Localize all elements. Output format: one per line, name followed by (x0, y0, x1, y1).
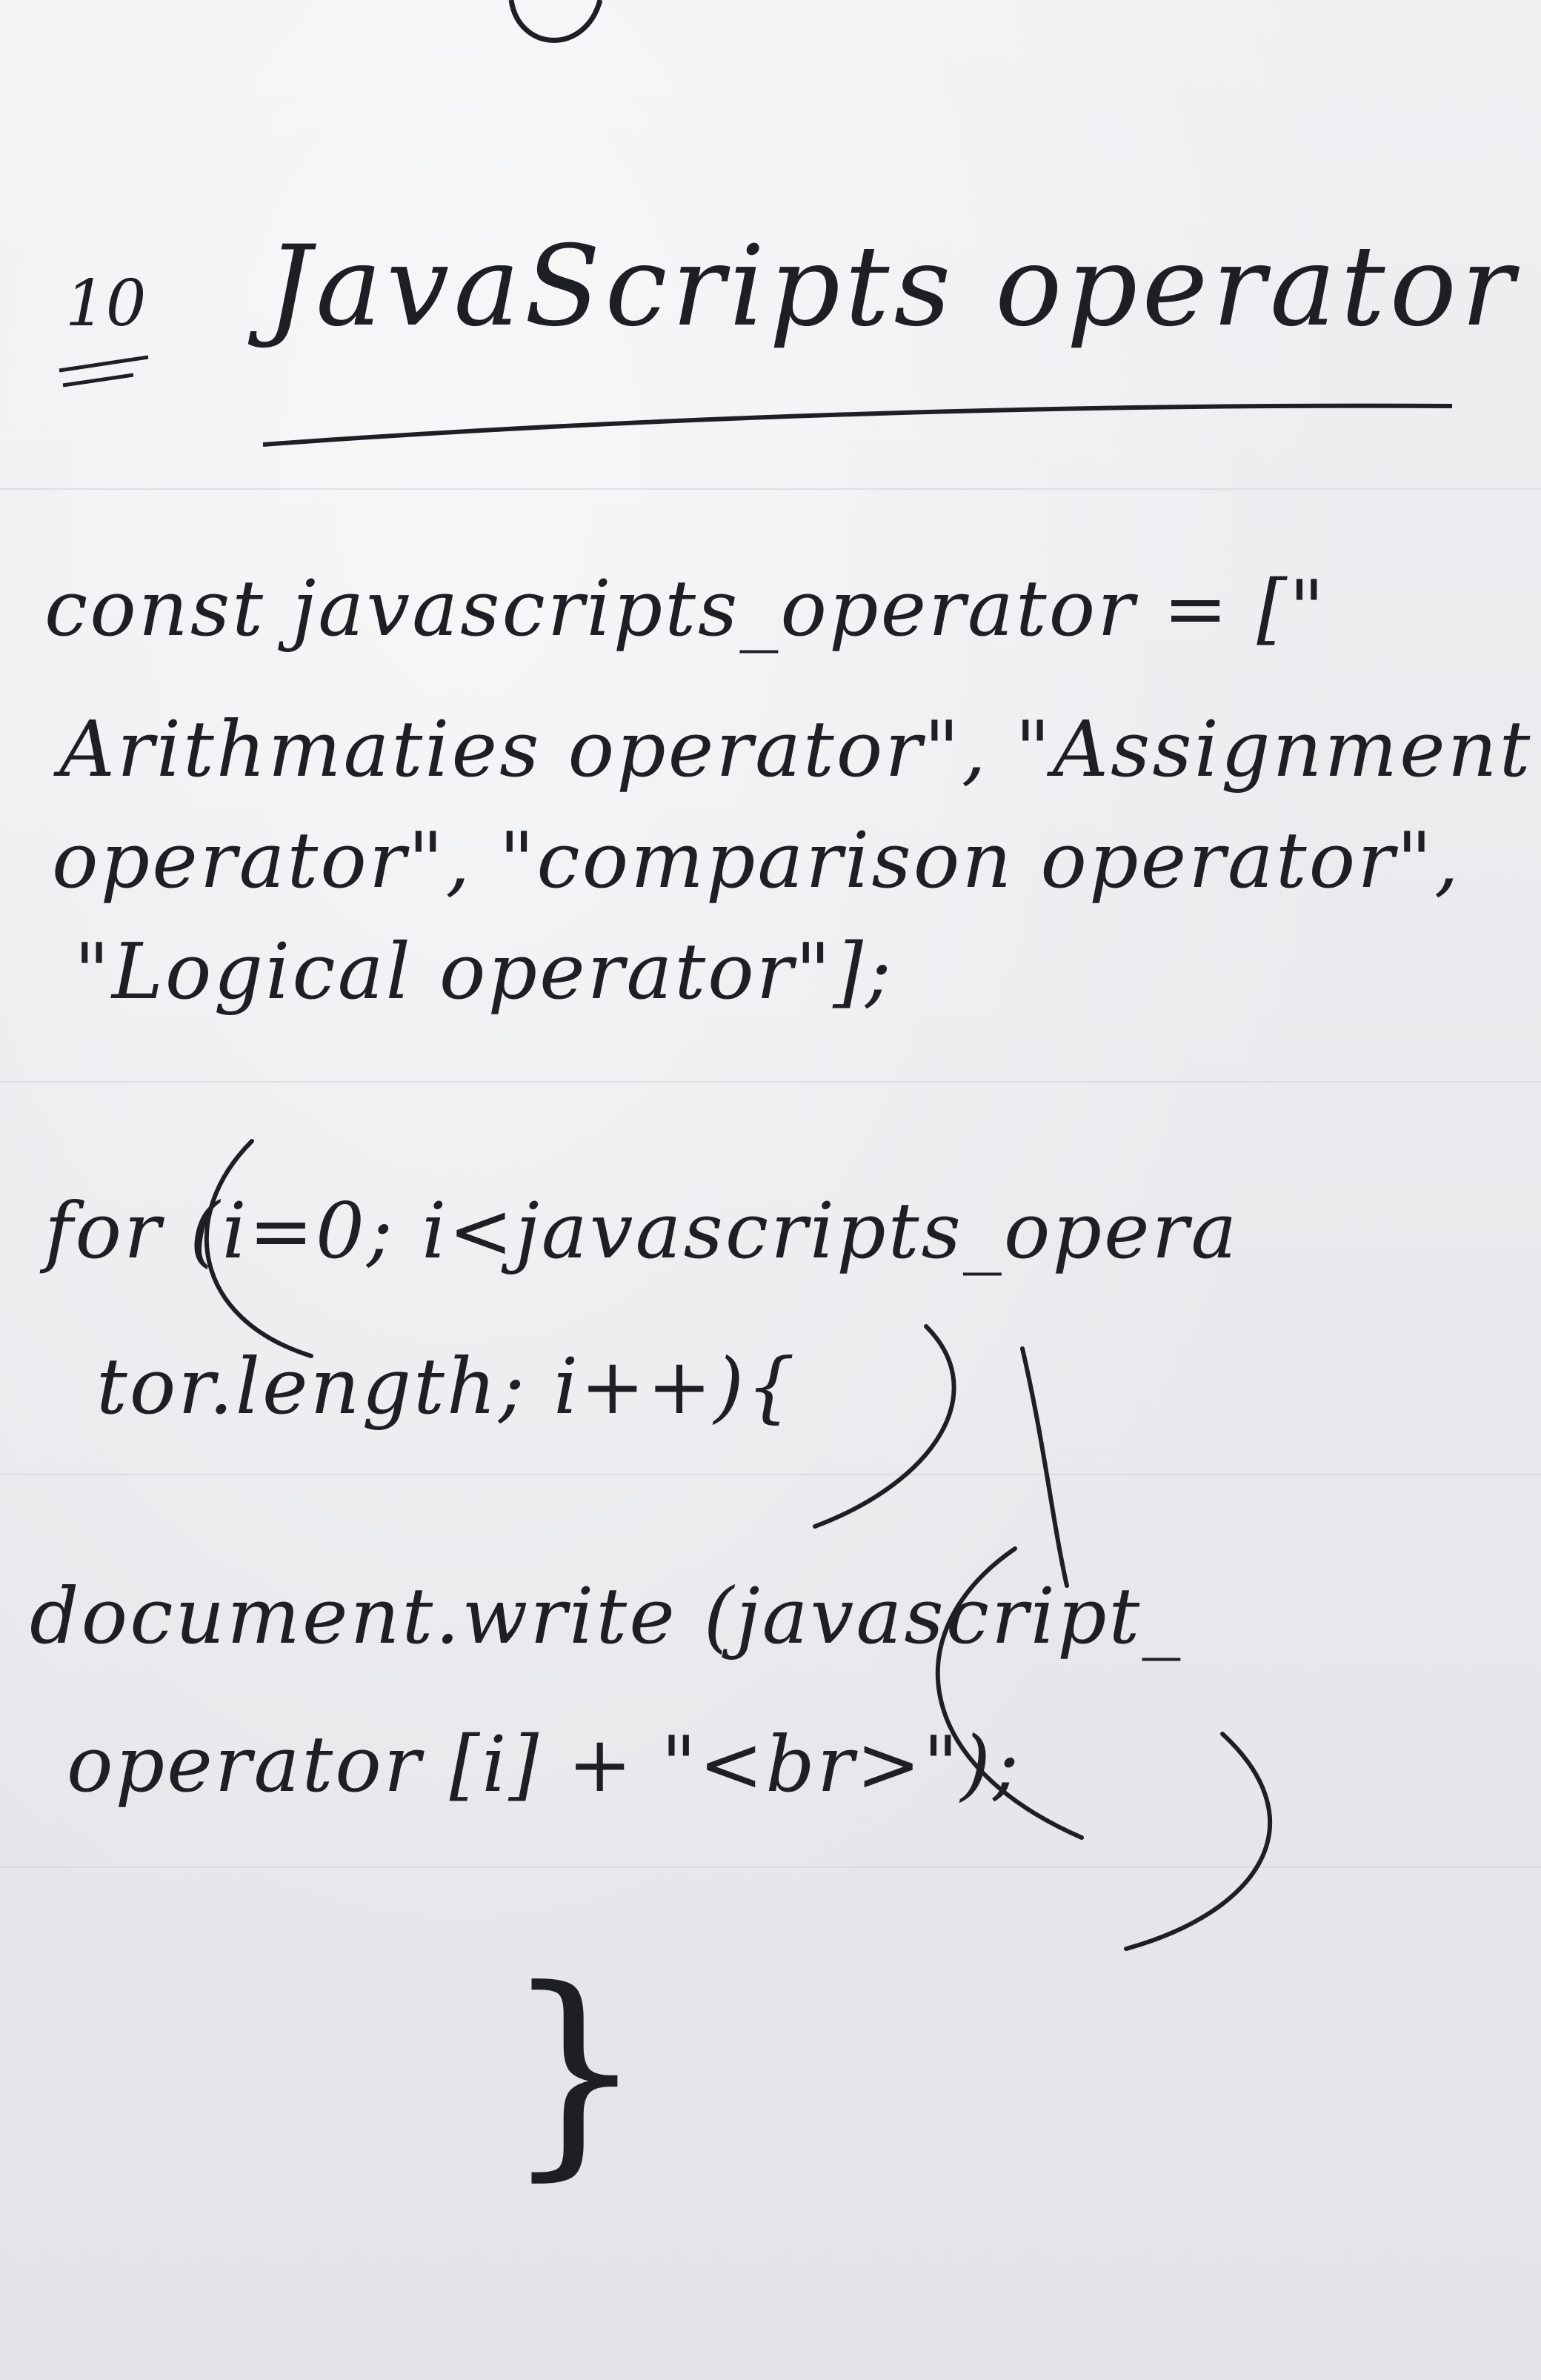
code-line-8: operator [i] + "<br>"); (67, 1719, 1022, 1809)
code-line-2: Arithmaties operator", "Assignment (59, 704, 1533, 794)
code-line-5: for (i=0; i<javascripts_opera (44, 1186, 1239, 1276)
page-number: 10 (65, 267, 147, 341)
code-line-7: document.write (javascript_ (30, 1571, 1183, 1661)
page-title: JavaScripts operator (267, 222, 1519, 351)
code-line-9: } (504, 1941, 648, 2200)
code-line-1: const javascripts_operator = [" (44, 563, 1327, 654)
code-line-4: "Logical operator"]; (74, 926, 893, 1017)
code-line-6: tor.length; i++){ (96, 1341, 798, 1432)
code-line-3: operator", "comparison operator", (52, 815, 1461, 905)
